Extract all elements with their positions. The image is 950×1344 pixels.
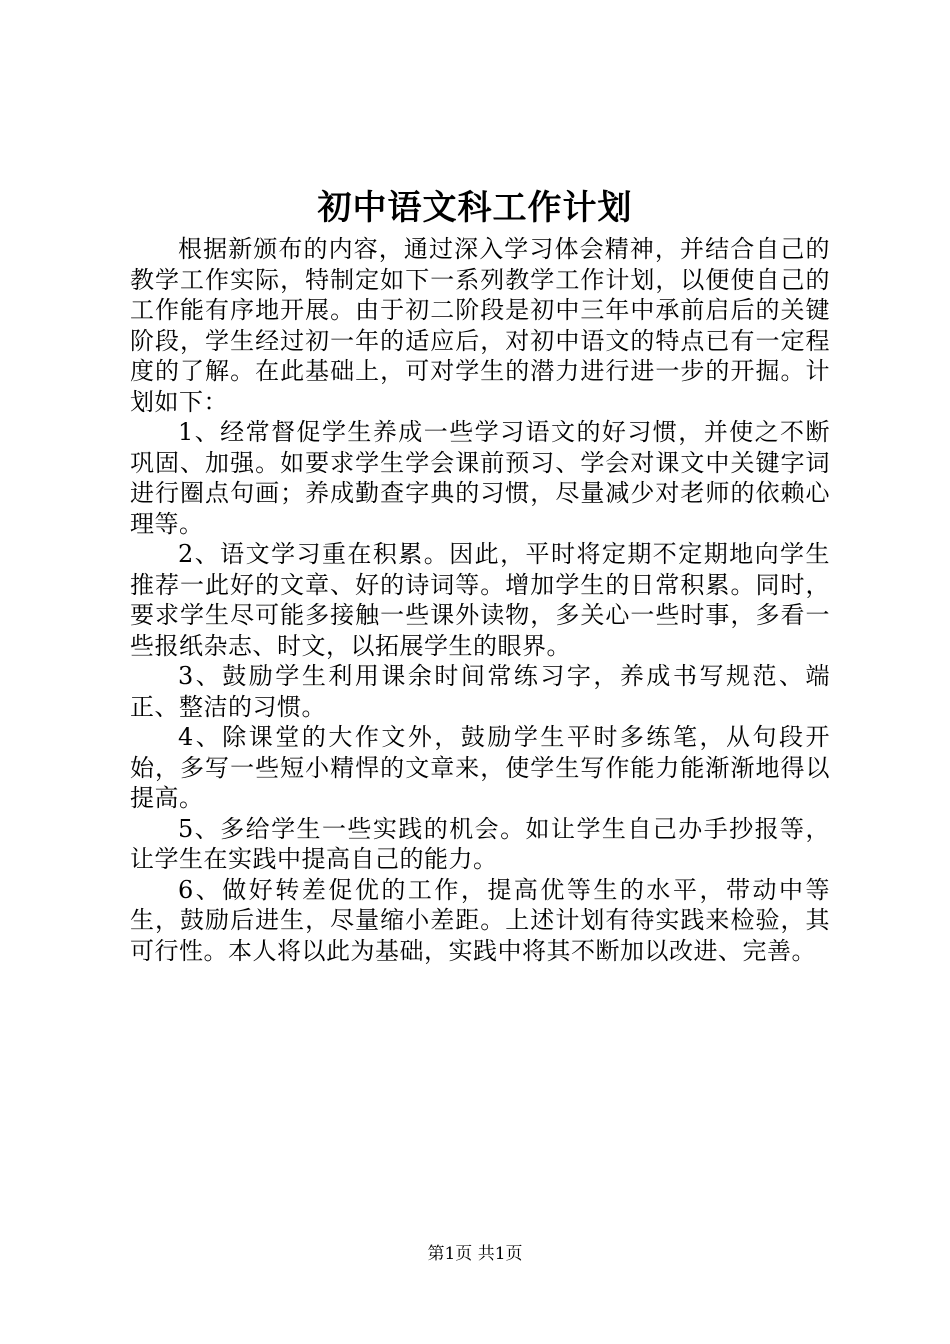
document-body <box>130 234 830 966</box>
plan-item-6: 6、做好转差促优的工作，提高优等生的水平，带动中等生，鼓励后进生，尽量缩小差距。上述计划有待实践来检验，其可行性。本人将以此为基础，实践中将其不断加以改进、完善。 <box>130 875 830 965</box>
plan-item-1: 1、经常督促学生养成一些学习语文的好习惯，并使之不断巩固、加强。如要求学生学会课前预习、学会对课文中关键字词进行圈点句画；养成勤查字典的习惯，尽量减少对老师的依赖心理等。 <box>130 418 830 538</box>
intro-paragraph: 根据新颁布的内容，通过深入学习体会精神，并结合自己的教学工作实际，特制定如下一系列教学工作计划，以便使自己的工作能有序地开展。由于初二阶段是初中三年中承前启后的关键阶段，学生经过初一年的适应后，对初中语文的特点已有一定程度的了解。在此基础上，可对学生的潜力进行进一步的开掘。计划如下： <box>130 235 830 416</box>
plan-item-4: 4、除课堂的大作文外，鼓励学生平时多练笔，从句段开始，多写一些短小精悍的文章来，使学生写作能力能渐渐地得以提高。 <box>130 723 830 812</box>
plan-item-3: 3、鼓励学生利用课余时间常练习字，养成书写规范、端正、整洁的习惯。 <box>130 662 830 721</box>
page-number-footer: 第1页 共1页 <box>427 1244 523 1264</box>
plan-item-5: 5、多给学生一些实践的机会。如让学生自己办手抄报等，让学生在实践中提高自己的能力。 <box>130 814 830 873</box>
plan-item-2: 2、语文学习重在积累。因此，平时将定期不定期地向学生推荐一此好的文章、好的诗词等。增加学生的日常积累。同时，要求学生尽可能多接触一些课外读物，多关心一些时事，多看一些报纸杂志、时文，以拓展学生的眼界。 <box>130 540 830 660</box>
document-title: 初中语文科工作计划 <box>317 188 633 228</box>
